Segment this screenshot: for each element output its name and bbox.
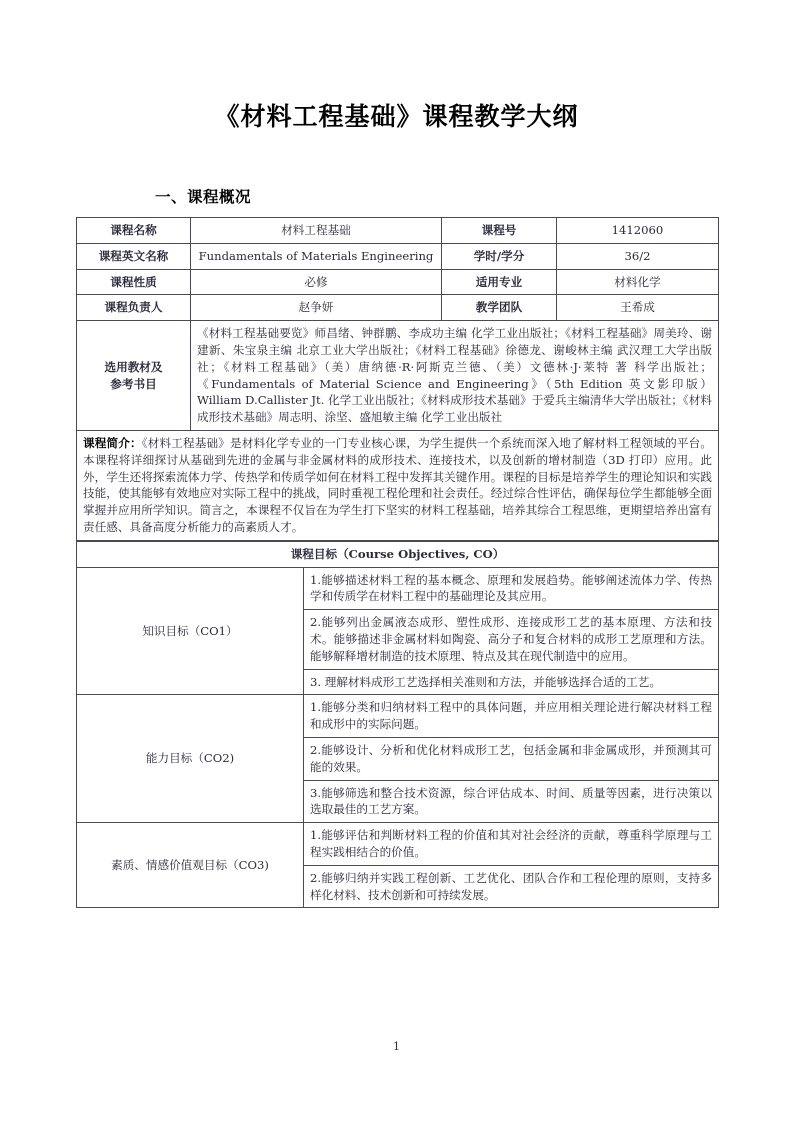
page-title: 《材料工程基础》课程教学大纲 — [214, 102, 579, 131]
page-number: 1 — [393, 1040, 400, 1053]
table-row — [77, 218, 719, 244]
table-row — [77, 567, 719, 610]
objectives-header: 课程目标（Course Objectives, CO） — [77, 541, 719, 567]
objective-item: 1.能够分类和归纳材料工程中的具体问题，并应用相关理论进行解决材料工程和成形中的实际问题。 — [304, 695, 719, 738]
textbooks-label-line2: 参考书目 — [110, 376, 157, 391]
table-row-intro — [77, 430, 719, 540]
row-label-course-type: 课程性质 — [77, 269, 191, 295]
table-row — [77, 695, 719, 738]
objective-group-label-co2: 能力目标（CO2) — [77, 695, 304, 823]
row-value-instructor: 赵争妍 — [191, 295, 442, 321]
row-value-course-type: 必修 — [191, 269, 442, 295]
row-label-english-name: 课程英文名称 — [77, 243, 191, 269]
objective-group-label-co3: 素质、情感价值观目标（CO3) — [77, 823, 304, 908]
section-heading-course-overview: 一、课程概况 — [155, 188, 252, 206]
objective-item: 2.能够归纳并实践工程创新、工艺优化、团队合作和工程伦理的原则，支持多样化材料、技术创新和可持续发展。 — [304, 865, 719, 908]
row-value-teaching-team: 王希成 — [557, 295, 719, 321]
course-info-table-wrapper — [76, 217, 718, 908]
row-label-instructor: 课程负责人 — [77, 295, 191, 321]
row-value-textbooks: 《材料工程基础要览》师昌绪、钟群鹏、李成功主编 化学工业出版社；《材料工程基础》周美玲、谢建新、朱宝泉主编 北京工业大学出版社；《材料工程基础》徐德龙、谢峻林主编 武汉理工大学出版社；《材料工程基础》（美）唐纳德·R·阿斯克兰德、（美）文德林·J·莱特 著 科学出版社；《Fundamentals of Material Science and Engineering》（5th Edition 英文影印版）William D.Callister Jt. 化学工业出版社；《材料成形技术基础》于爱兵主编清华大学出版社；《材料成形技术基础》周志明、涂坚、盛旭敏主编 化学工业出版社 — [191, 321, 719, 431]
objective-item: 3. 理解材料成形工艺选择相关准则和方法，并能够选择合适的工艺。 — [304, 669, 719, 695]
course-info-table — [76, 217, 719, 541]
course-objectives-table — [76, 541, 719, 909]
objectives-header-row — [77, 541, 719, 567]
objective-item: 1.能够评估和判断材料工程的价值和其对社会经济的贡献，尊重科学原理与工程实践相结合的价值。 — [304, 823, 719, 866]
course-introduction-cell — [77, 430, 719, 540]
row-label-hours-credits: 学时/学分 — [442, 243, 557, 269]
row-value-hours-credits: 36/2 — [557, 243, 719, 269]
table-row — [77, 823, 719, 866]
row-label-textbooks — [77, 321, 191, 431]
course-introduction-text: 《材料工程基础》是材料化学专业的一门专业核心课，为学生提供一个系统而深入地了解材料工程领域的平台。本课程将详细探讨从基础到先进的金属与非金属材料的成形技术、连接技术，以及创新的增材制造（3D 打印）应用。此外，学生还将探索流体力学、传热学和传质学如何在材料工程中发挥其关键作用。课程的目标是培养学生的理论知识和实践技能，使其能够有效地应对实际工程中的挑战，同时重视工程伦理和社会责任。经过综合性评估，确保每位学生都能够全面掌握并应用所学知识。简言之，本课程不仅旨在为学生打下坚实的材料工程基础，培养其综合工程思维，更期望培养出富有责任感、具备高度分析能力的高素质人才。 — [83, 435, 712, 534]
objective-item: 2.能够设计、分析和优化材料成形工艺，包括金属和非金属成形，并预测其可能的效果。 — [304, 737, 719, 780]
table-row — [77, 269, 719, 295]
table-row — [77, 295, 719, 321]
objective-item: 3.能够筛选和整合技术资源，综合评估成本、时间、质量等因素，进行决策以选取最佳的工艺方案。 — [304, 780, 719, 823]
table-row-textbooks — [77, 321, 719, 431]
objective-item: 1.能够描述材料工程的基本概念、原理和发展趋势。能够阐述流体力学、传热学和传质学在材料工程中的基础理论及其应用。 — [304, 567, 719, 610]
table-row — [77, 243, 719, 269]
row-value-english-name: Fundamentals of Materials Engineering — [191, 243, 442, 269]
objective-item: 2.能够列出金属液态成形、塑性成形、连接成形工艺的基本原理、方法和技术。能够描述非金属材料如陶瓷、高分子和复合材料的成形工艺原理和方法。能够解释增材制造的技术原理、特点及其在现代制造中的应用。 — [304, 610, 719, 669]
row-label-course-name: 课程名称 — [77, 218, 191, 244]
row-label-major: 适用专业 — [442, 269, 557, 295]
row-value-course-name: 材料工程基础 — [191, 218, 442, 244]
row-value-major: 材料化学 — [557, 269, 719, 295]
textbooks-label-line1: 选用教材及 — [104, 359, 163, 374]
row-label-teaching-team: 教学团队 — [442, 295, 557, 321]
course-introduction-label: 课程简介： — [83, 435, 142, 450]
objective-group-label-co1: 知识目标（CO1） — [77, 567, 304, 695]
row-label-course-code: 课程号 — [442, 218, 557, 244]
row-value-course-code: 1412060 — [557, 218, 719, 244]
